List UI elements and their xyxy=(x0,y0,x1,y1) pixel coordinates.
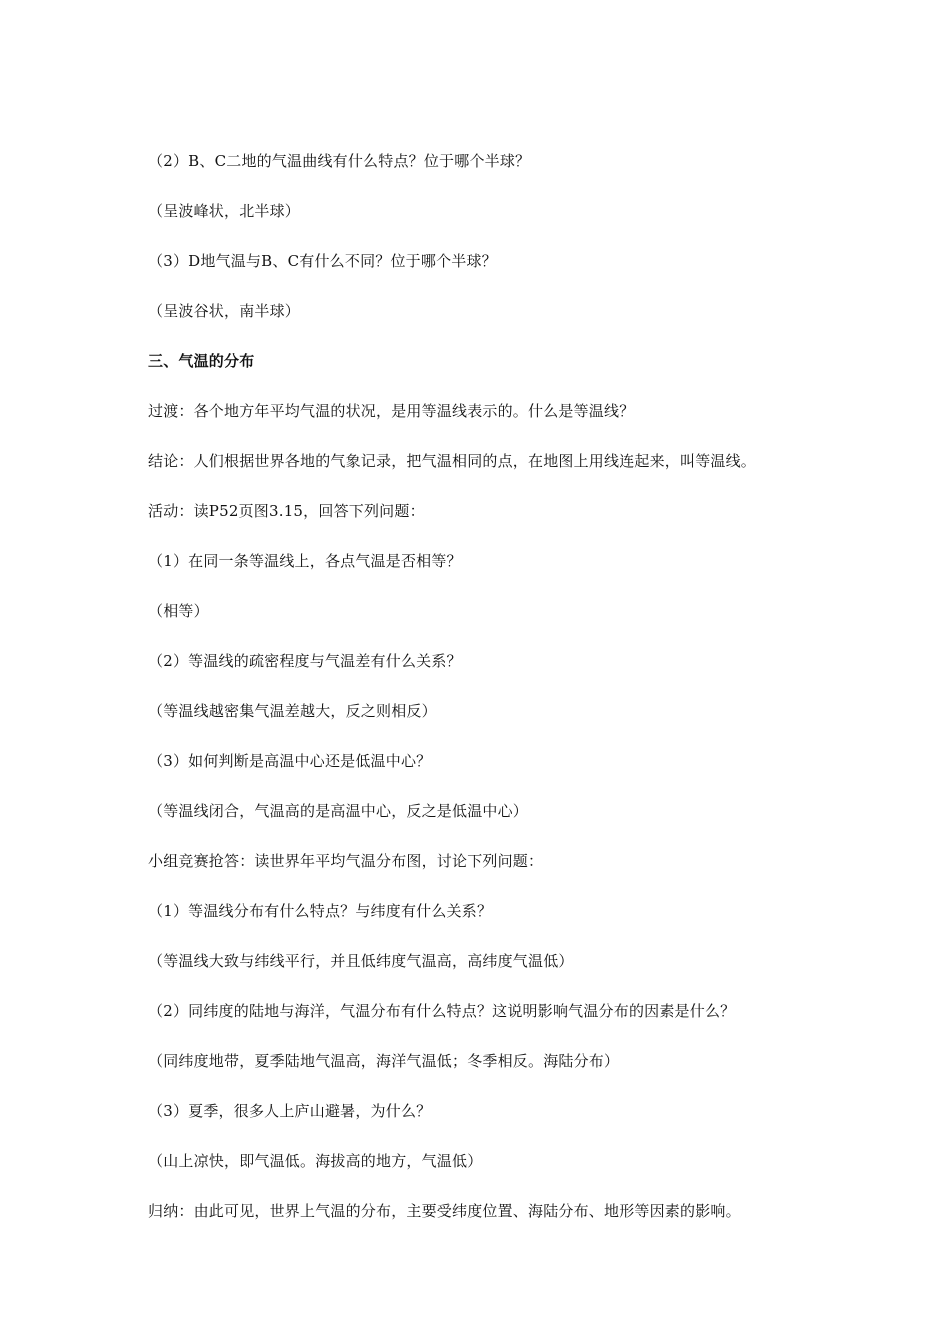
activity-question-2: （2）等温线的疏密程度与气温差有什么关系？ xyxy=(148,652,462,670)
group-contest-line: 小组竞赛抢答：读世界年平均气温分布图，讨论下列问题： xyxy=(148,852,544,870)
question-3-line: （3）D地气温与B、C有什么不同？位于哪个半球？ xyxy=(148,252,497,270)
contest-answer-1: （等温线大致与纬线平行，并且低纬度气温高，高纬度气温低） xyxy=(148,952,574,970)
conclusion-line: 结论：人们根据世界各地的气象记录，把气温相同的点，在地图上用线连起来，叫等温线。 xyxy=(148,452,757,470)
summary-line: 归纳：由此可见，世界上气温的分布，主要受纬度位置、海陆分布、地形等因素的影响。 xyxy=(148,1202,741,1220)
contest-answer-2: （同纬度地带，夏季陆地气温高，海洋气温低；冬季相反。海陆分布） xyxy=(148,1052,620,1070)
section-heading: 三、气温的分布 xyxy=(148,352,255,370)
transition-line: 过渡：各个地方年平均气温的状况，是用等温线表示的。什么是等温线？ xyxy=(148,402,635,420)
contest-question-2: （2）同纬度的陆地与海洋，气温分布有什么特点？这说明影响气温分布的因素是什么？ xyxy=(148,1002,736,1020)
activity-line: 活动：读P52页图3.15，回答下列问题： xyxy=(148,502,425,520)
activity-question-1: （1）在同一条等温线上，各点气温是否相等？ xyxy=(148,552,462,570)
contest-question-1: （1）等温线分布有什么特点？与纬度有什么关系？ xyxy=(148,902,493,920)
answer-3-line: （呈波谷状，南半球） xyxy=(148,302,301,320)
contest-answer-3: （山上凉快，即气温低。海拔高的地方，气温低） xyxy=(148,1152,483,1170)
activity-answer-1: （相等） xyxy=(148,602,209,620)
answer-2-line: （呈波峰状，北半球） xyxy=(148,202,301,220)
activity-answer-2: （等温线越密集气温差越大，反之则相反） xyxy=(148,702,437,720)
activity-question-3: （3）如何判断是高温中心还是低温中心？ xyxy=(148,752,432,770)
question-2-line: （2）B、C二地的气温曲线有什么特点？位于哪个半球？ xyxy=(148,152,531,170)
contest-question-3: （3）夏季，很多人上庐山避暑，为什么？ xyxy=(148,1102,432,1120)
activity-answer-3: （等温线闭合，气温高的是高温中心，反之是低温中心） xyxy=(148,802,529,820)
